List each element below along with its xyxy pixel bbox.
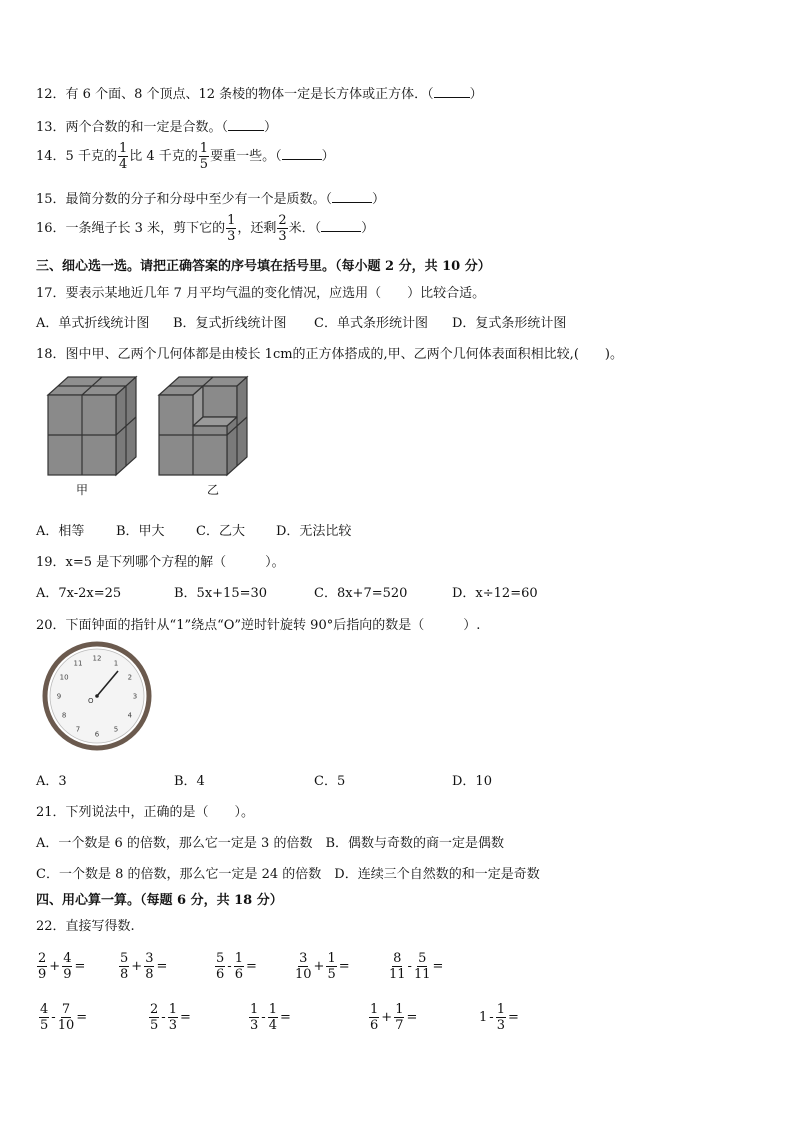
fraction: $\frac{5}{11}$	[413, 951, 431, 982]
figure-label-yi: 乙	[207, 483, 220, 497]
calc-item[interactable]: $\frac{3}{10}$ + $\frac{1}{5}$ =	[295, 951, 350, 982]
clock-number: 2	[127, 673, 133, 682]
answer-blank[interactable]	[434, 97, 470, 98]
clock-number: 8	[61, 711, 67, 720]
option-a[interactable]: A．3	[36, 774, 67, 789]
clock-center-label: O	[88, 697, 94, 705]
calc-item[interactable]: $\frac{4}{5}$ - $\frac{7}{10}$ =	[40, 1002, 88, 1033]
options-row-cd[interactable]: C．一个数是 8 的倍数，那么它一定是 24 的倍数 D．连续三个自然数的和一定是奇数	[36, 867, 540, 882]
question-19: 19．x=5 是下列哪个方程的解（ ）。	[36, 555, 285, 570]
fraction: $\frac{1}{3}$	[227, 213, 236, 244]
fraction: $\frac{1}{3}$	[496, 1002, 505, 1033]
fraction: $\frac{1}{6}$	[234, 951, 243, 982]
fraction: $\frac{5}{6}$	[216, 951, 225, 982]
fraction: $\frac{2}{3}$	[278, 213, 287, 244]
fraction: $\frac{4}{9}$	[63, 951, 72, 982]
section-heading-4: 四、用心算一算。（每题 6 分，共 18 分）	[36, 893, 283, 908]
clock-number: 12	[92, 654, 102, 663]
options-row-ab[interactable]: A．一个数是 6 的倍数，那么它一定是 3 的倍数 B．偶数与奇数的商一定是偶数	[36, 836, 505, 851]
figure-label-jia: 甲	[76, 483, 89, 497]
fraction: $\frac{1}{5}$	[199, 141, 209, 172]
clock-number: 1	[113, 659, 119, 668]
calc-item[interactable]: $\frac{2}{5}$ - $\frac{1}{3}$ =	[150, 1002, 191, 1033]
option-b[interactable]: B．4	[174, 774, 205, 789]
option-c[interactable]: C．5	[314, 774, 346, 789]
clock-number: 4	[127, 711, 133, 720]
fraction: $\frac{1}{4}$	[118, 141, 128, 172]
option-c[interactable]: C．8x+7=520	[314, 586, 408, 601]
question-17: 17．要表示某地近几年 7 月平均气温的变化情况，应选用（ ）比较合适。	[36, 286, 486, 301]
answer-blank[interactable]	[228, 130, 264, 131]
answer-blank[interactable]	[321, 231, 361, 232]
question-13: 13．两个合数的和一定是合数。（ ）	[36, 120, 278, 135]
solid-figure-yi	[155, 375, 255, 500]
calc-item[interactable]: $\frac{2}{9}$ + $\frac{4}{9}$ =	[38, 951, 86, 982]
option-a[interactable]: A．7x-2x=25	[36, 586, 122, 601]
option-b[interactable]: B．复式折线统计图	[173, 316, 287, 331]
option-c[interactable]: C．单式条形统计图	[314, 316, 428, 331]
clock-face	[42, 641, 152, 755]
fraction: $\frac{1}{5}$	[327, 951, 336, 982]
fraction: $\frac{1}{6}$	[370, 1002, 379, 1033]
clock-number: 11	[73, 659, 83, 668]
fraction: $\frac{7}{10}$	[57, 1002, 75, 1033]
section-heading-3: 三、细心选一选。请把正确答案的序号填在括号里。（每小题 2 分，共 10 分）	[36, 259, 491, 274]
clock-number: 10	[59, 673, 69, 682]
calc-item[interactable]: $\frac{5}{8}$ + $\frac{3}{8}$ =	[120, 951, 168, 982]
option-d[interactable]: D．x÷12=60	[452, 586, 538, 601]
solid-figure-jia	[40, 375, 140, 500]
option-b[interactable]: B．甲大	[116, 524, 165, 539]
option-a[interactable]: A．相等	[36, 524, 85, 539]
question-16: 16．一条绳子长 3 米，剪下它的 $\frac{1}{3}$ ，还剩 $\frac{2}{3}$ 米．（ ）	[36, 213, 375, 244]
clock-number: 3	[132, 692, 138, 701]
clock-number: 5	[113, 725, 119, 734]
fraction: $\frac{5}{8}$	[120, 951, 129, 982]
clock-number: 6	[94, 730, 100, 739]
answer-blank[interactable]	[282, 159, 322, 160]
question-21: 21．下列说法中，正确的是（ ）。	[36, 805, 255, 820]
fraction: $\frac{3}{8}$	[145, 951, 154, 982]
fraction: $\frac{1}{3}$	[168, 1002, 177, 1033]
fraction: $\frac{3}{10}$	[295, 951, 312, 982]
option-b[interactable]: B．5x+15=30	[174, 586, 268, 601]
question-18: 18．图中甲、乙两个几何体都是由棱长 1cm的正方体搭成的,甲、乙两个几何体表面积相比较,( )。	[36, 347, 623, 362]
question-14: 14．5 千克的 $\frac{1}{4}$ 比 4 千克的 $\frac{1}{5}$ 要重一些。（ ）	[36, 141, 335, 172]
clock-number: 7	[75, 725, 81, 734]
fraction: $\frac{8}{11}$	[389, 951, 406, 982]
fraction: $\frac{1}{3}$	[250, 1002, 259, 1033]
fraction: $\frac{1}{7}$	[395, 1002, 404, 1033]
question-12: 12．有 6 个面、8 个顶点、12 条棱的物体一定是长方体或正方体．（ ）	[36, 87, 483, 102]
option-d[interactable]: D．10	[452, 774, 492, 789]
option-c[interactable]: C．乙大	[196, 524, 245, 539]
answer-blank[interactable]	[332, 202, 372, 203]
option-a[interactable]: A．单式折线统计图	[36, 316, 150, 331]
question-22: 22．直接写得数.	[36, 919, 135, 934]
calc-item[interactable]: 1 - $\frac{1}{3}$ =	[479, 1002, 519, 1033]
calc-item[interactable]: $\frac{5}{6}$ - $\frac{1}{6}$ =	[216, 951, 257, 982]
question-15: 15．最简分数的分子和分母中至少有一个是质数。（ ）	[36, 192, 386, 207]
calc-item[interactable]: $\frac{1}{3}$ - $\frac{1}{4}$ =	[250, 1002, 291, 1033]
option-d[interactable]: D．复式条形统计图	[452, 316, 567, 331]
fraction: $\frac{1}{4}$	[268, 1002, 277, 1033]
fraction: $\frac{4}{5}$	[40, 1002, 49, 1033]
question-20: 20．下面钟面的指针从“1”绕点“O”逆时针旋转 90°后指向的数是（ ）.	[36, 618, 481, 633]
calc-item[interactable]: $\frac{8}{11}$ - $\frac{5}{11}$ =	[389, 951, 444, 982]
calc-item[interactable]: $\frac{1}{6}$ + $\frac{1}{7}$ =	[370, 1002, 418, 1033]
fraction: $\frac{2}{5}$	[150, 1002, 159, 1033]
clock-number: 9	[56, 692, 62, 701]
fraction: $\frac{2}{9}$	[38, 951, 47, 982]
option-d[interactable]: D．无法比较	[276, 524, 352, 539]
